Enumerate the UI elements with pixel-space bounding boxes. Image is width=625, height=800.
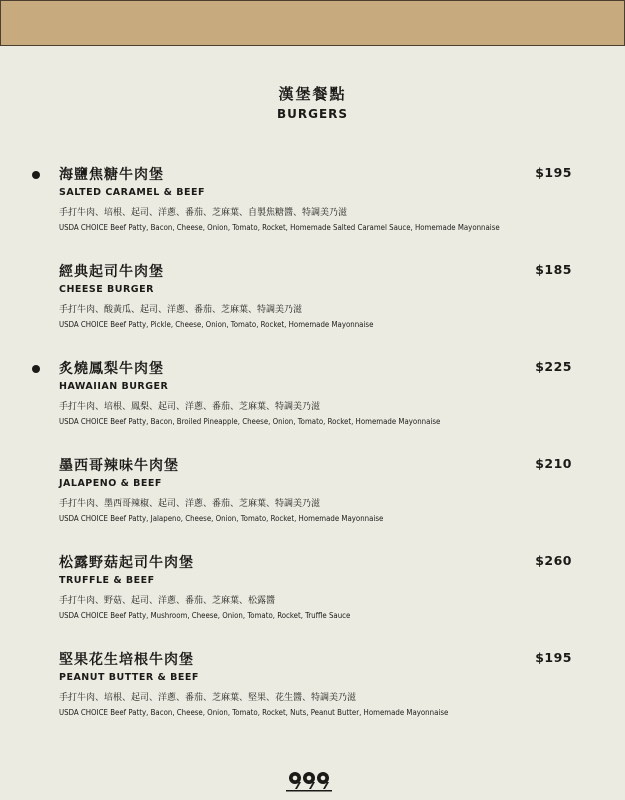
item-name-zh: 經典起司牛肉堡 bbox=[59, 264, 164, 280]
item-description-zh: 手打牛肉、培根、起司、洋蔥、番茄、芝麻葉、堅果、花生醬、特調美乃滋 bbox=[59, 693, 357, 703]
bullet-dot-icon bbox=[32, 365, 40, 373]
item-name-zh: 炙燒鳳梨牛肉堡 bbox=[59, 361, 164, 377]
menu-item bbox=[0, 358, 625, 448]
menu-item bbox=[0, 261, 625, 351]
menu-item bbox=[0, 649, 625, 739]
menu-item bbox=[0, 164, 625, 254]
item-description-en: USDA CHOICE Beef Patty, Bacon, Broiled Pineapple, Cheese, Onion, Tomato, Rocket, Homemade Mayonnaise bbox=[59, 417, 441, 426]
item-description-en: USDA CHOICE Beef Patty, Bacon, Cheese, Onion, Tomato, Rocket, Nuts, Peanut Butter, Homemade Mayonnaise bbox=[59, 708, 449, 717]
menu-item bbox=[0, 455, 625, 545]
item-price: $260 bbox=[535, 553, 572, 568]
item-name-en: PEANUT BUTTER & BEEF bbox=[59, 672, 199, 683]
item-name-en: TRUFFLE & BEEF bbox=[59, 575, 155, 586]
item-description-en: USDA CHOICE Beef Patty, Pickle, Cheese, Onion, Tomato, Rocket, Homemade Mayonnaise bbox=[59, 320, 374, 329]
section-title-zh: 漢堡餐點 bbox=[278, 85, 347, 103]
item-description-en: USDA CHOICE Beef Patty, Jalapeno, Cheese, Onion, Tomato, Rocket, Homemade Mayonnaise bbox=[59, 514, 384, 523]
item-description-zh: 手打牛肉、培根、起司、洋蔥、番茄、芝麻葉、自製焦糖醬、特調美乃滋 bbox=[59, 208, 348, 218]
item-description-zh: 手打牛肉、培根、鳳梨、起司、洋蔥、番茄、芝麻葉、特調美乃滋 bbox=[59, 402, 321, 412]
top-banner bbox=[0, 0, 625, 46]
item-name-zh: 堅果花生培根牛肉堡 bbox=[59, 652, 194, 668]
section-title-en: BURGERS bbox=[276, 107, 349, 121]
item-price: $225 bbox=[535, 359, 572, 374]
item-price: $195 bbox=[535, 165, 572, 180]
item-name-zh: 海鹽焦糖牛肉堡 bbox=[59, 167, 164, 183]
item-price: $210 bbox=[535, 456, 572, 471]
item-description-zh: 手打牛肉、酸黃瓜、起司、洋蔥、番茄、芝麻葉、特調美乃滋 bbox=[59, 305, 303, 315]
menu-item bbox=[0, 552, 625, 642]
item-description-en: USDA CHOICE Beef Patty, Bacon, Cheese, Onion, Tomato, Rocket, Homemade Salted Caramel Sauce, Homemade Mayonnaise bbox=[59, 223, 500, 232]
item-description-zh: 手打牛肉、墨西哥辣椒、起司、洋蔥、番茄、芝麻葉、特調美乃滋 bbox=[59, 499, 321, 509]
bullet-dot-icon bbox=[32, 171, 40, 179]
item-description-en: USDA CHOICE Beef Patty, Mushroom, Cheese, Onion, Tomato, Rocket, Truffle Sauce bbox=[59, 611, 351, 620]
item-name-en: CHEESE BURGER bbox=[59, 284, 154, 295]
item-price: $195 bbox=[535, 650, 572, 665]
item-name-en: HAWAIIAN BURGER bbox=[59, 381, 169, 392]
brand-logo-icon bbox=[284, 768, 334, 792]
item-name-en: SALTED CARAMEL & BEEF bbox=[59, 187, 205, 198]
item-price: $185 bbox=[535, 262, 572, 277]
item-description-zh: 手打牛肉、野菇、起司、洋蔥、番茄、芝麻葉、松露醬 bbox=[59, 596, 276, 606]
item-name-zh: 墨西哥辣味牛肉堡 bbox=[59, 458, 179, 474]
item-name-en: JALAPENO & BEEF bbox=[59, 478, 162, 489]
item-name-zh: 松露野菇起司牛肉堡 bbox=[59, 555, 194, 571]
